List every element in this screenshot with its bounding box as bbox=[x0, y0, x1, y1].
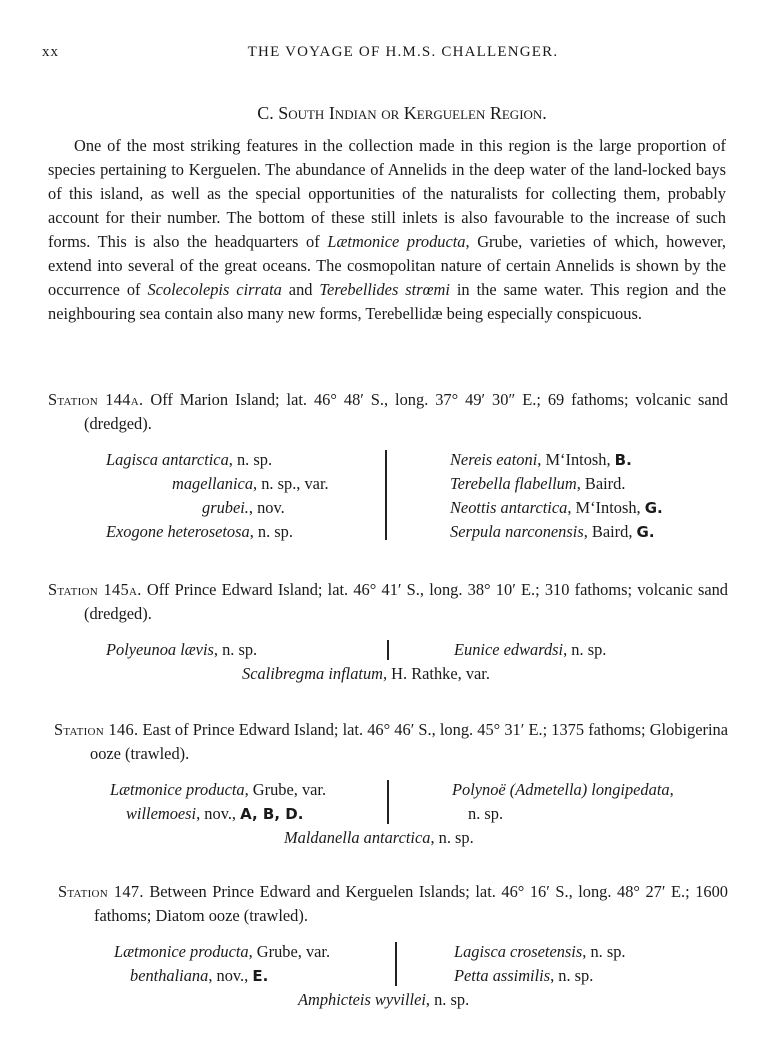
list-item bbox=[452, 778, 728, 802]
intro-species-2: Scolecolepis cirrata bbox=[147, 280, 282, 299]
list-item bbox=[450, 520, 728, 544]
species-authority: , Grube, var. bbox=[244, 780, 327, 799]
species-list bbox=[48, 448, 728, 548]
species-name: Serpula narconensis bbox=[450, 522, 584, 541]
running-title: THE VOYAGE OF H.M.S. CHALLENGER. bbox=[247, 44, 559, 60]
station-block bbox=[58, 880, 728, 1010]
station-label: Station 146. bbox=[54, 720, 139, 739]
station-heading bbox=[48, 578, 728, 626]
station-block bbox=[54, 718, 728, 848]
list-item bbox=[450, 496, 728, 520]
species-authority: , nov., bbox=[208, 966, 253, 985]
locality-mark: B. bbox=[614, 451, 632, 469]
station-description: Between Prince Edward and Kerguelen Islands; lat. 46° 16′ S., long. 48° 27′ E.; 1600 fathoms; Diatom ooze (trawled). bbox=[94, 882, 728, 925]
species-column-right bbox=[454, 638, 724, 662]
species-name: Polyeunoa lævis bbox=[106, 640, 214, 659]
species-name: magellanica bbox=[172, 474, 254, 493]
list-item bbox=[106, 496, 386, 520]
species-authority: , n. sp. bbox=[213, 640, 258, 659]
species-authority: , n. sp. bbox=[582, 942, 626, 961]
column-divider bbox=[387, 640, 389, 660]
column-divider bbox=[395, 942, 397, 986]
species-name: benthaliana bbox=[130, 966, 209, 985]
station-description: Off Prince Edward Island; lat. 46° 41′ S., long. 38° 10′ E.; 310 fathoms; volcanic sand (dredged). bbox=[84, 580, 728, 623]
column-divider bbox=[385, 450, 387, 540]
list-item bbox=[114, 940, 394, 964]
species-authority: , Grube, var. bbox=[248, 942, 331, 961]
locality-mark: E. bbox=[252, 967, 269, 985]
station-description: Off Marion Island; lat. 46° 48′ S., long. 37° 49′ 30″ E.; 69 fathoms; volcanic sand (dredged). bbox=[84, 390, 728, 433]
intro-species-3: Terebellides strœmi bbox=[319, 280, 450, 299]
list-item bbox=[106, 638, 386, 662]
species-authority: n. sp. bbox=[468, 804, 504, 823]
list-item bbox=[106, 472, 386, 496]
species-name: Lagisca antarctica bbox=[106, 450, 229, 469]
section-title bbox=[0, 103, 776, 124]
list-item bbox=[298, 988, 469, 1012]
species-authority: , n. sp. bbox=[563, 640, 607, 659]
list-item bbox=[454, 638, 724, 662]
species-name: Petta assimilis bbox=[454, 966, 551, 985]
column-divider bbox=[387, 780, 389, 824]
species-column-left bbox=[110, 778, 390, 826]
species-authority: , bbox=[669, 780, 674, 799]
station-heading bbox=[54, 718, 728, 766]
intro-text-3: and bbox=[281, 280, 320, 299]
species-list bbox=[58, 940, 728, 1010]
species-name: Polynoë (Admetella) longipedata bbox=[452, 780, 670, 799]
list-item bbox=[450, 448, 728, 472]
locality-mark: G. bbox=[636, 523, 655, 541]
species-authority: , M‘Intosh, bbox=[537, 450, 615, 469]
station-label: Station 144a. bbox=[48, 390, 144, 409]
station-heading bbox=[58, 880, 728, 928]
species-name: Exogone heterosetosa bbox=[106, 522, 250, 541]
species-column-left bbox=[106, 448, 386, 544]
species-authority: , n. sp. bbox=[430, 828, 474, 847]
species-column-left bbox=[114, 940, 394, 988]
species-authority: , n. sp. bbox=[425, 990, 470, 1009]
species-list bbox=[48, 638, 728, 690]
species-name: Lætmonice producta bbox=[114, 942, 249, 961]
species-authority: , M‘Intosh, bbox=[567, 498, 645, 517]
station-block bbox=[48, 388, 728, 548]
species-name: Maldanella antarctica bbox=[284, 828, 431, 847]
species-list bbox=[54, 778, 728, 848]
species-name: willemoesi bbox=[126, 804, 197, 823]
station-block bbox=[48, 578, 728, 690]
species-column-left bbox=[106, 638, 386, 662]
species-name: Amphicteis wyvillei bbox=[298, 990, 426, 1009]
station-heading bbox=[48, 388, 728, 436]
species-authority: , n. sp. bbox=[550, 966, 594, 985]
list-item bbox=[454, 940, 724, 964]
species-column-right bbox=[450, 448, 728, 544]
list-item bbox=[284, 826, 474, 850]
list-item bbox=[452, 802, 728, 826]
station-label: Station 145a. bbox=[48, 580, 142, 599]
locality-mark: A, B, D. bbox=[240, 805, 304, 823]
station-label: Station 147. bbox=[58, 882, 144, 901]
list-item bbox=[242, 662, 490, 686]
species-name: Terebella flabellum bbox=[450, 474, 577, 493]
species-authority: , n. sp. bbox=[228, 450, 273, 469]
intro-text-4: in the same water. This region and the neighbouring sea contain also many new forms, Terebellidæ being especially conspicuous. bbox=[48, 280, 726, 323]
list-item bbox=[106, 448, 386, 472]
intro-species-1: Lætmonice producta bbox=[327, 232, 466, 251]
species-name: grubei. bbox=[202, 498, 249, 517]
species-column-right bbox=[452, 778, 728, 826]
list-item bbox=[110, 778, 390, 802]
species-name: Lagisca crosetensis bbox=[454, 942, 583, 961]
species-column-right bbox=[454, 940, 724, 988]
station-description: East of Prince Edward Island; lat. 46° 46′ S., long. 45° 31′ E.; 1375 fathoms; Globigerina ooze (trawled). bbox=[90, 720, 728, 763]
species-name: Nereis eatoni bbox=[450, 450, 538, 469]
species-authority: , n. sp., var. bbox=[253, 474, 329, 493]
list-item bbox=[106, 520, 386, 544]
intro-paragraph bbox=[48, 134, 726, 326]
list-item bbox=[114, 964, 394, 988]
intro-text-1: One of the most striking features in the collection made in this region is the large proportion of species pertaining to Kerguelen. The abundance of Annelids in the deep water of the land-locked bays of this island, as well as the special opportunities of the naturalists for collecting them, probably account for their number. The bottom of these still inlets is also favourable to the increase of such forms. This is also the headquarters of bbox=[48, 136, 726, 251]
list-item bbox=[450, 472, 728, 496]
species-name: Lætmonice producta bbox=[110, 780, 245, 799]
section-letter: C. bbox=[257, 103, 274, 123]
page-number: xx bbox=[42, 44, 59, 60]
species-name: Eunice edwardsi bbox=[454, 640, 564, 659]
species-authority: , nov., bbox=[196, 804, 241, 823]
species-authority: , Baird, bbox=[583, 522, 637, 541]
species-name: Neottis antarctica bbox=[450, 498, 568, 517]
list-item bbox=[110, 802, 390, 826]
intro-text-2: , Grube, varieties of which, however, extend into several of the great oceans. The cosmopolitan nature of certain Annelids is shown by the occurrence of bbox=[48, 232, 726, 299]
species-authority: , Baird. bbox=[576, 474, 626, 493]
list-item bbox=[454, 964, 724, 988]
species-name: Scalibregma inflatum bbox=[242, 664, 383, 683]
locality-mark: G. bbox=[644, 499, 663, 517]
species-authority: , nov. bbox=[248, 498, 285, 517]
species-authority: , H. Rathke, var. bbox=[382, 664, 490, 683]
species-authority: , n. sp. bbox=[249, 522, 293, 541]
section-title-text: South Indian or Kerguelen Region. bbox=[278, 103, 547, 123]
